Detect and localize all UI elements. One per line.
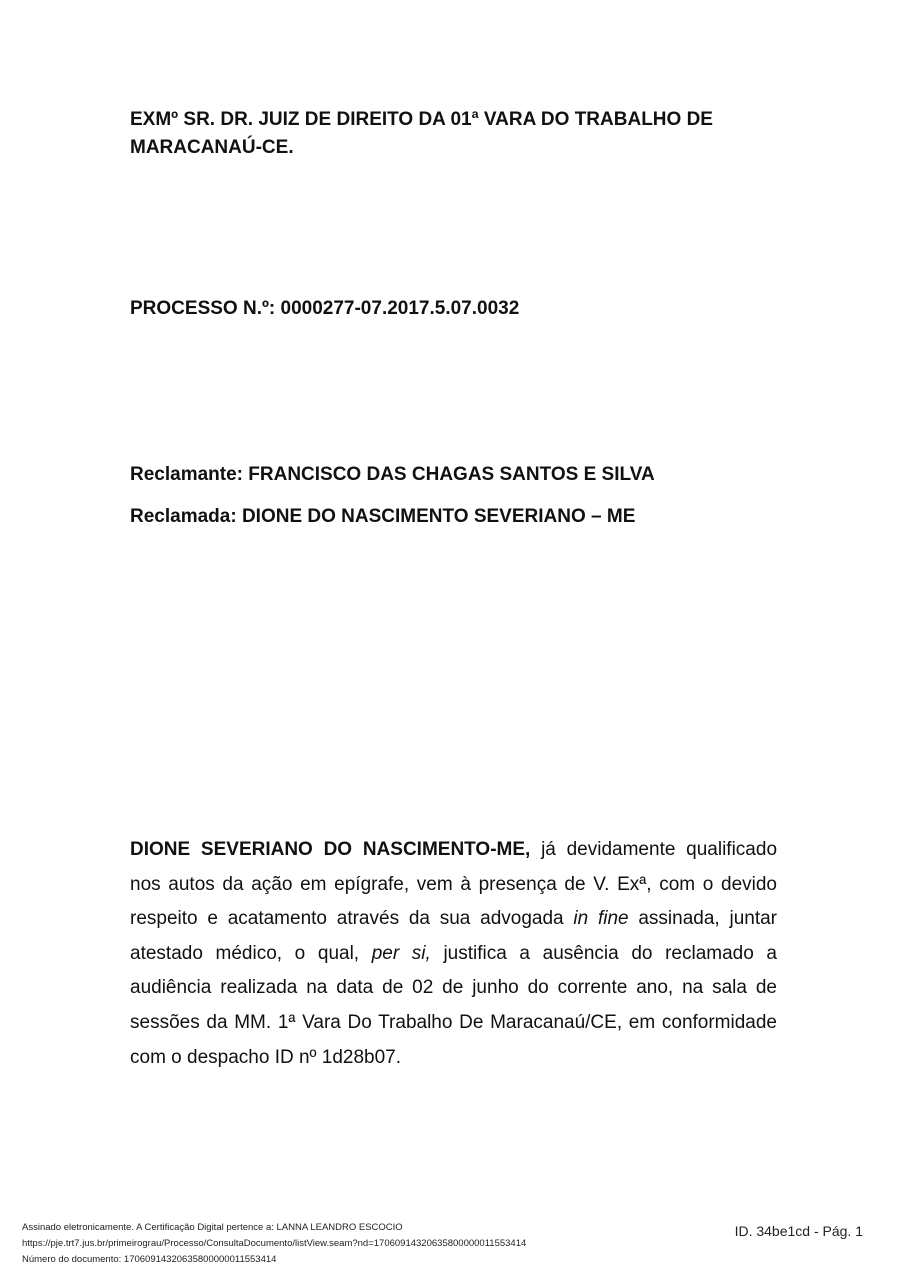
defendant-line: Reclamada: DIONE DO NASCIMENTO SEVERIANO – ME (130, 506, 636, 527)
document-url[interactable]: https://pje.trt7.jus.br/primeirograu/Processo/ConsultaDocumento/listView.seam?nd=17060914320635800000011553414 (22, 1238, 527, 1249)
body-segment-1: já devidamente qualificado nos autos da ação em epígrafe, vem à presença de V. Exª, com o devido respeito e acatamento através da sua advogada (130, 839, 778, 930)
body-italic-in-fine: in fine (573, 908, 629, 930)
page-id: ID. 34be1cd - Pág. 1 (734, 1223, 863, 1239)
signature-footer (22, 1220, 526, 1268)
body-italic-per-si: per si, (371, 942, 431, 964)
claimant-line: Reclamante: FRANCISCO DAS CHAGAS SANTOS E SILVA (130, 464, 655, 485)
signature-notice: Assinado eletronicamente. A Certificação Digital pertence a: LANNA LEANDRO ESCOCIO (22, 1222, 403, 1233)
document-number: Número do documento: 17060914320635800000011553414 (22, 1254, 277, 1265)
petition-body (130, 833, 777, 1075)
body-segment-2: assinada, juntar atestado médico, o qual, (130, 908, 777, 964)
process-number: PROCESSO N.º: 0000277-07.2017.5.07.0032 (130, 298, 520, 319)
addressee-heading: EXMº SR. DR. JUIZ DE DIREITO DA 01ª VARA DO TRABALHO DE MARACANAÚ-CE. (130, 109, 713, 158)
petitioner-name: DIONE SEVERIANO DO NASCIMENTO-ME, (130, 839, 531, 860)
body-segment-3: justifica a ausência do reclamado a audiência realizada na data de 02 de junho do corrente ano, na sala de sessões da MM. 1ª Vara Do Trabalho De Maracanaú/CE, em conformidade com o despacho ID nº 1d28b07. (130, 942, 777, 1068)
